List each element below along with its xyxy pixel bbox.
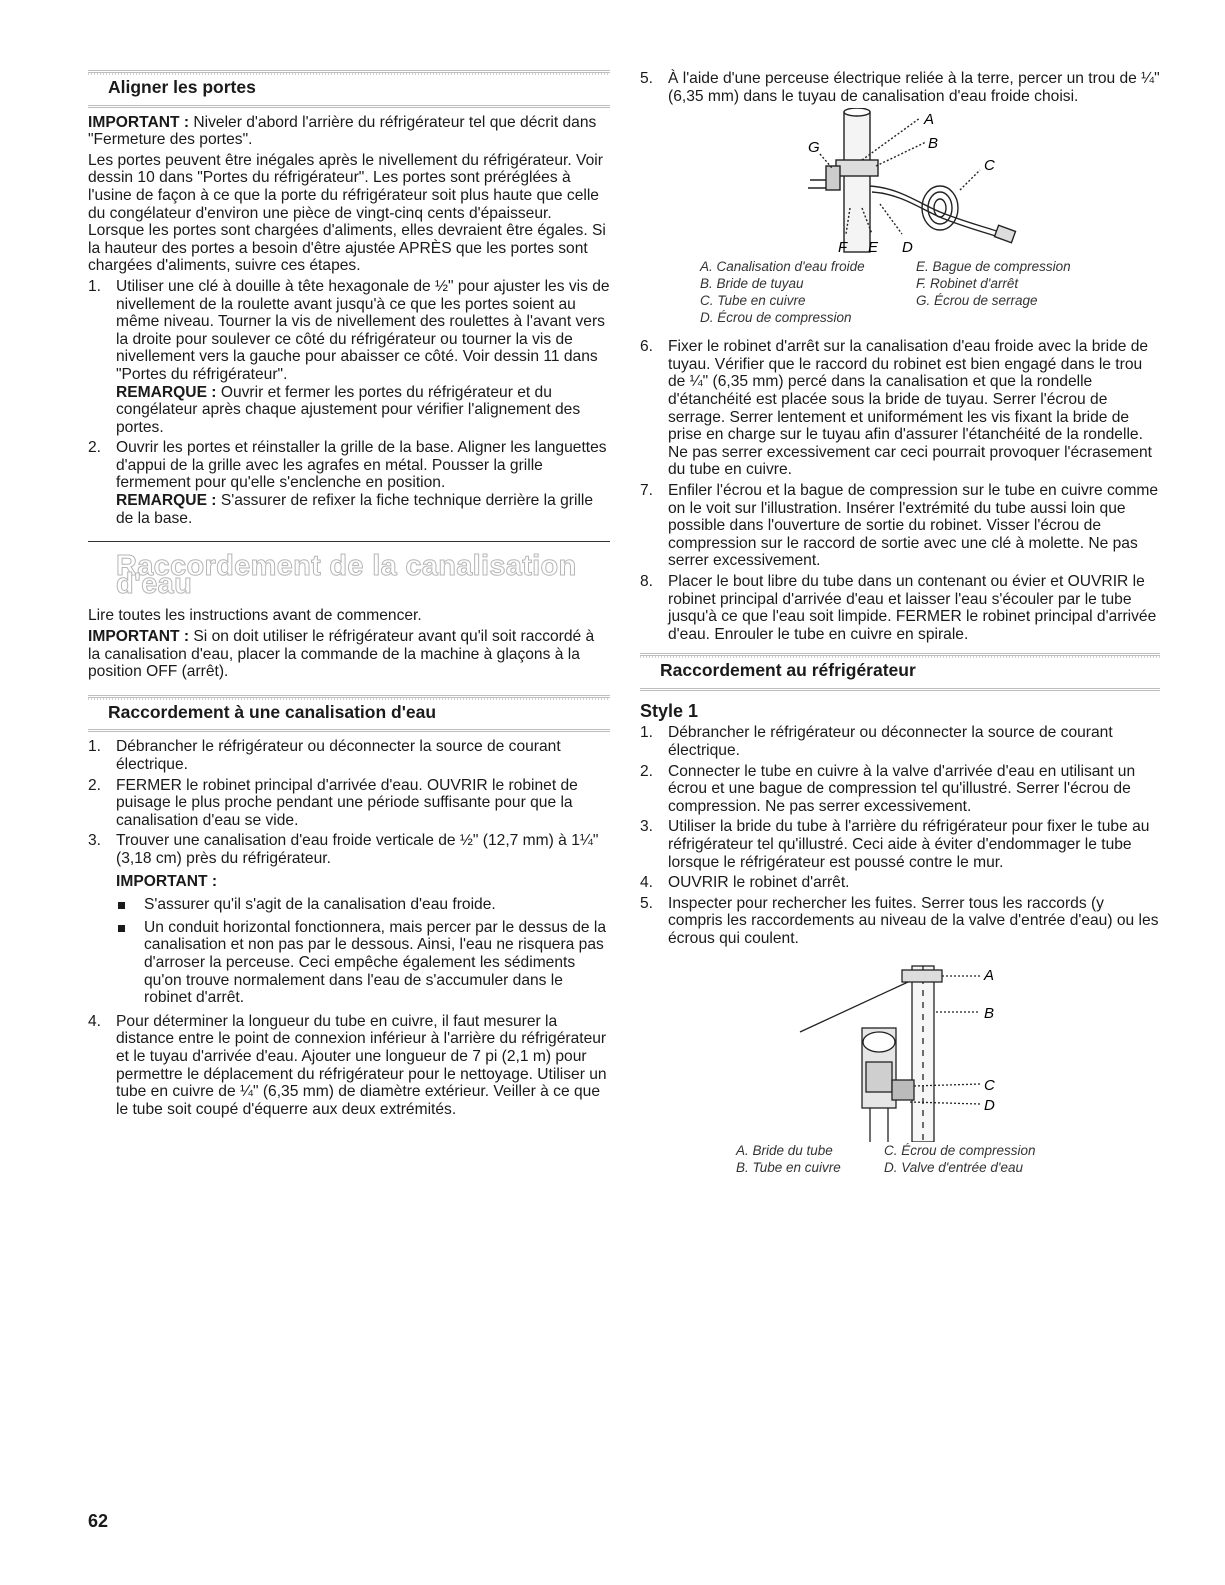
step-number: 2. xyxy=(88,776,102,794)
step3-important: IMPORTANT : xyxy=(116,872,218,890)
important-text: Niveler d'abord l'arrière du réfrigérateur tel que décrit dans "Fermeture des portes". xyxy=(88,113,597,149)
list-item xyxy=(640,573,1160,643)
style-steps xyxy=(640,724,1160,947)
list-item xyxy=(640,724,1160,759)
raccord-important xyxy=(88,628,610,681)
step-number: 8. xyxy=(640,572,654,590)
step-number: 1. xyxy=(88,738,102,756)
caption-left xyxy=(700,258,916,326)
list-item xyxy=(640,763,1160,816)
fig1-label-e: E xyxy=(868,239,879,257)
style-heading: Style 1 xyxy=(640,700,699,721)
bullet-icon xyxy=(118,925,125,932)
caption-item: D. Valve d'entrée d'eau xyxy=(884,1159,1023,1175)
caption-item: G. Écrou de serrage xyxy=(916,293,1038,309)
list-item xyxy=(88,777,610,830)
important-label: IMPORTANT : xyxy=(88,113,190,131)
caption-item: E. Bague de compression xyxy=(916,259,1071,275)
step-note xyxy=(116,492,610,527)
figure-inlet-valve xyxy=(640,952,1160,1142)
step-text: Utiliser la bride du tube à l'arrière du réfrigérateur pour fixer le tube au réfrigérateur tel qu'illustré. Ceci aide à éviter d'endommager le tube lorsque le réfrigérateur est poussé contre le mur. xyxy=(668,818,1150,871)
step-number: 4. xyxy=(640,874,654,892)
aligner-paragraph: Les portes peuvent être inégales après le nivellement du réfrigérateur. Voir dessin 10 dans "Portes du réfrigérateur". Les portes sont préréglées à l'usine de façon à ce que la porte du réfrigérateur soit plus haute que celle du congélateur d'environ une pièce de vingt-cinq cents d'épaisseur. Lorsque les portes sont chargées d'aliments, elles devraient être égales. Si la hauteur des portes a besoin d'être ajustée APRÈS que les portes sont chargées d'aliments, suivre ces étapes. xyxy=(88,151,606,275)
step-note xyxy=(116,384,610,437)
step-number: 2. xyxy=(640,762,654,780)
step-text: Pour déterminer la longueur du tube en cuivre, il faut mesurer la distance entre le point de connexion inférieur à l'arrière du réfrigérateur et le tuyau d'arrivée d'eau. Ajouter une longueur de 7 pi (2,1 m) pour permettre le déplacement du réfrigérateur pour le nettoyage. Utiliser un tube en cuivre de ¼" (6,35 mm) de diamètre extérieur. Veiller à ce que le tube soit coupé d'équerre aux deux extrémités. xyxy=(116,1012,607,1118)
step-number: 4. xyxy=(88,1012,102,1030)
caption-item: F. Robinet d'arrêt xyxy=(916,276,1019,292)
important-label: IMPORTANT : xyxy=(88,628,190,646)
step-text: Débrancher le réfrigérateur ou déconnecter la source de courant électrique. xyxy=(116,738,561,773)
caption-item: B. Bride de tuyau xyxy=(700,276,804,292)
caption-item: A. Canalisation d'eau froide xyxy=(700,259,865,275)
fig2-label-d: D xyxy=(984,1096,995,1114)
step-text: Inspecter pour rechercher les fuites. Serrer tous les raccords (y compris les raccordements au niveau de la valve d'entrée d'eau) ou les écrous qui coulent. xyxy=(668,894,1159,947)
step-number: 1. xyxy=(640,724,654,742)
fig1-label-c: C xyxy=(984,157,995,175)
intro-text: Lire toutes les instructions avant de commencer. xyxy=(88,607,422,625)
caption-item: D. Écrou de compression xyxy=(700,310,852,326)
step3-bullets xyxy=(116,896,610,1007)
figure1-caption xyxy=(700,258,1160,326)
note-text: Ouvrir et fermer les portes du réfrigérateur et du congélateur après chaque ajustement pour vérifier l'alignement des portes. xyxy=(116,383,581,436)
list-item xyxy=(640,818,1160,871)
step-text: Débrancher le réfrigérateur ou déconnecter la source de courant électrique. xyxy=(668,724,1113,760)
list-item xyxy=(116,896,610,914)
inlet-valve-illustration xyxy=(640,952,1160,1142)
canal-steps xyxy=(88,738,610,1118)
fig1-label-g: G xyxy=(808,139,820,157)
note-label: REMARQUE : xyxy=(116,383,217,401)
step-number: 6. xyxy=(640,338,654,356)
list-item xyxy=(640,874,1160,892)
step-text: Utiliser une clé à douille à tête hexagonale de ½" pour ajuster les vis de nivellement de la roulette avant jusqu'à ce que les portes soient au même niveau. Tourner la vis de nivellement des roulettes à l'avant vers la droite pour soulever ce côté du réfrigérateur ou tourner la vis de nivellement vers la gauche pour abaisser ce côté. Voir dessin 11 dans "Portes du réfrigérateur". xyxy=(116,277,610,383)
step-number: 5. xyxy=(640,894,654,912)
fig2-label-c: C xyxy=(984,1076,995,1094)
fig2-label-a: A xyxy=(984,966,995,984)
fig1-label-f: F xyxy=(838,239,848,257)
fig2-label-b: B xyxy=(984,1004,995,1022)
bullet-text: S'assurer qu'il s'agit de la canalisation d'eau froide. xyxy=(144,896,496,914)
list-item xyxy=(640,482,1160,570)
list-item xyxy=(88,278,610,436)
note-label: REMARQUE : xyxy=(116,492,217,510)
divider xyxy=(88,541,610,542)
step-text: OUVRIR le robinet d'arrêt. xyxy=(668,874,850,892)
caption-item: B. Tube en cuivre xyxy=(736,1159,841,1175)
fig1-label-a: A xyxy=(924,111,935,129)
fig1-label-b: B xyxy=(928,135,939,153)
step-number: 7. xyxy=(640,481,654,499)
caption-left xyxy=(736,1142,884,1176)
bullet-icon xyxy=(118,902,125,909)
aligner-steps xyxy=(88,278,610,527)
step-text: Fixer le robinet d'arrêt sur la canalisation d'eau froide avec la bride de tuyau. Vérifier que le raccord du robinet est bien engagé dans le trou de ¼" (6,35 mm) percé dans la canalisation et que la rondelle d'étanchéité est placée sous la bride de tuyau. Serrer l'écrou de serrage. Serrer lentement et uniformément les vis fixant la bride de prise en charge sur le tuyau afin d'assurer l'étanchéité de la rondelle. Ne pas serrer excessivement car ceci pourrait provoquer l'écrasement du tube en cuivre. xyxy=(668,338,1152,479)
step-number: 3. xyxy=(640,818,654,836)
left-column xyxy=(88,70,610,1121)
valve-illustration xyxy=(640,108,1160,258)
bullet-text: Un conduit horizontal fonctionnera, mais percer par le dessus de la canalisation et non pas par le dessous. Ainsi, l'eau ne risquera pas d'arroser la perceuse. Ceci empêche également les sédiments qu'on trouve normalement dans l'eau de s'accumuler dans le robinet d'arrêt. xyxy=(144,918,607,1007)
step-number: 1. xyxy=(88,277,102,295)
list-item xyxy=(640,338,1160,479)
caption-right xyxy=(916,258,1071,326)
aligner-important xyxy=(88,114,610,149)
step-text: Ouvrir les portes et réinstaller la grille de la base. Aligner les languettes d'appui de la grille avec les agrafes en métal. Pousser la grille fermement pour qu'elle s'enclenche en position. xyxy=(116,439,607,492)
caption-item: A. Bride du tube xyxy=(736,1142,833,1158)
step-text: À l'aide d'une perceuse électrique reliée à la terre, percer un trou de ¼" (6,35 mm) dans le tuyau de canalisation d'eau froide choisi. xyxy=(668,70,1160,105)
step-text: Trouver une canalisation d'eau froide verticale de ½" (12,7 mm) à 1¼" (3,18 cm) près du réfrigérateur. xyxy=(116,832,599,867)
list-item xyxy=(88,439,610,527)
important-text: Si on doit utiliser le réfrigérateur avant qu'il soit raccordé à la canalisation d'eau, placer la commande de la machine à glaçons à la position OFF (arrêt). xyxy=(88,628,595,681)
figure2-caption xyxy=(736,1142,1160,1176)
figure-shutoff-valve xyxy=(640,108,1160,258)
step-text: Placer le bout libre du tube dans un contenant ou évier et OUVRIR le robinet principal d'arrivée d'eau et laisser l'eau s'écouler par le tube jusqu'à ce que l'eau soit limpide. FERMER le robinet principal d'arrivée d'eau. Enrouler le tube en cuivre en spirale. xyxy=(668,572,1157,643)
list-item xyxy=(116,919,610,1007)
step-number: 3. xyxy=(88,832,102,850)
caption-right xyxy=(884,1142,1036,1176)
step-text: Enfiler l'écrou et la bague de compression sur le tube en cuivre comme on le voit sur l'illustration. Insérer l'extrémité du tube aussi loin que possible dans l'ouverture de sortie du robinet. Visser l'écrou de compression sur le raccord de sortie avec une clé à molette. Ne pas serrer excessivement. xyxy=(668,481,1159,570)
step5-list xyxy=(640,70,1160,105)
right-column xyxy=(640,70,1160,1176)
list-item xyxy=(640,895,1160,948)
note-text: S'assurer de refixer la fiche technique derrière la grille de la base. xyxy=(116,492,594,527)
steps-6-8 xyxy=(640,338,1160,643)
major-section-title: Raccordement de la canalisation d'eau xyxy=(116,550,577,600)
list-item xyxy=(640,70,1160,105)
caption-item: C. Tube en cuivre xyxy=(700,293,806,309)
step-number: 2. xyxy=(88,439,102,457)
list-item xyxy=(88,738,610,773)
page-number: 62 xyxy=(88,1511,109,1531)
fig1-label-d: D xyxy=(902,239,913,257)
step-number: 5. xyxy=(640,70,654,87)
section-heading-canalisation: Raccordement à une canalisation d'eau xyxy=(88,695,610,733)
list-item xyxy=(88,1013,610,1119)
section-heading-aligner: Aligner les portes xyxy=(88,70,610,108)
list-item xyxy=(88,832,610,1006)
section-heading-refrigerateur: Raccordement au réfrigérateur xyxy=(640,653,1160,691)
step-text: FERMER le robinet principal d'arrivée d'eau. OUVRIR le robinet de puisage le plus proche pendant une période suffisante pour que la canalisation d'eau se vide. xyxy=(116,776,578,829)
step-text: Connecter le tube en cuivre à la valve d'arrivée d'eau en utilisant un écrou et une bague de compression tel qu'illustré. Serrer l'écrou de compression. Ne pas serrer excessivement. xyxy=(668,762,1136,815)
caption-item: C. Écrou de compression xyxy=(884,1142,1036,1158)
